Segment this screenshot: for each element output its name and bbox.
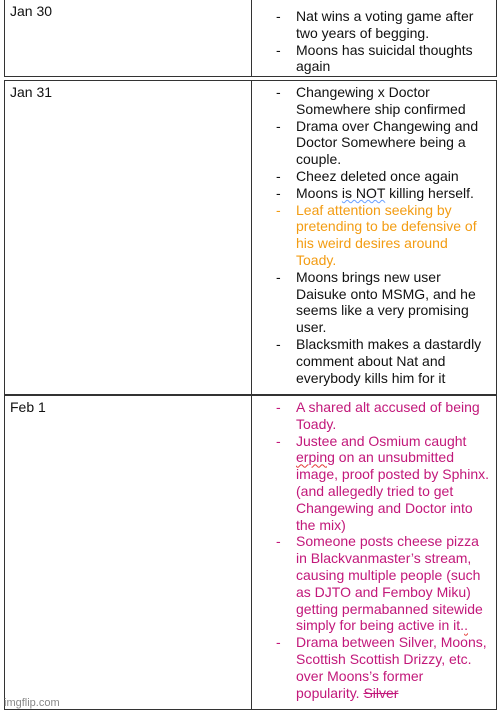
table-row-jan31 xyxy=(4,80,497,395)
event-item: - Changewing x Doctor Somewhere ship confirmed xyxy=(270,84,490,118)
event-item: - Moons is NOT killing herself. xyxy=(270,185,490,202)
event-list xyxy=(270,8,490,75)
column-divider xyxy=(251,81,252,394)
date-cell: Jan 30 xyxy=(10,3,53,19)
date-cell: Jan 31 xyxy=(10,84,53,100)
watermark: imgflip.com xyxy=(4,697,60,709)
event-item: - Cheez deleted once again xyxy=(270,168,490,185)
date-cell: Feb 1 xyxy=(10,399,46,415)
column-divider xyxy=(251,396,252,709)
event-item: - A shared alt accused of being Toady. xyxy=(270,399,490,433)
event-item: - Nat wins a voting game after two years of begging. xyxy=(270,8,490,42)
event-item: - Someone posts cheese pizza in Blackvanmaster’s stream, causing multiple people (such as DJTO and Femboy Miku) getting permabanned sitewide simply for being active in it.. xyxy=(270,533,490,634)
event-item: - Justee and Osmium caught erping on an unsubmitted image, proof posted by Sphinx. (and allegedly tried to get Changewing and Doctor into the mix) xyxy=(270,433,490,534)
column-divider xyxy=(251,0,252,76)
event-item: - Drama over Changewing and Doctor Somewhere being a couple. xyxy=(270,118,490,168)
table-row-jan30 xyxy=(4,0,497,77)
event-item: - Moons has suicidal thoughts again xyxy=(270,42,490,76)
event-item-highlight: - Leaf attention seeking by pretending to be defensive of his weird desires around Toady. xyxy=(270,202,490,269)
event-list xyxy=(270,399,490,701)
table-row-feb1 xyxy=(4,395,497,710)
event-item: - Drama between Silver, Moons, Scottish Scottish Drizzy, etc. over Moons’s former popularity. Silver xyxy=(270,634,490,701)
event-item: - Moons brings new user Daisuke onto MSMG, and he seems like a very promising user. xyxy=(270,269,490,336)
event-list xyxy=(270,84,490,386)
event-item: - Blacksmith makes a dastardly comment about Nat and everybody kills him for it xyxy=(270,336,490,386)
